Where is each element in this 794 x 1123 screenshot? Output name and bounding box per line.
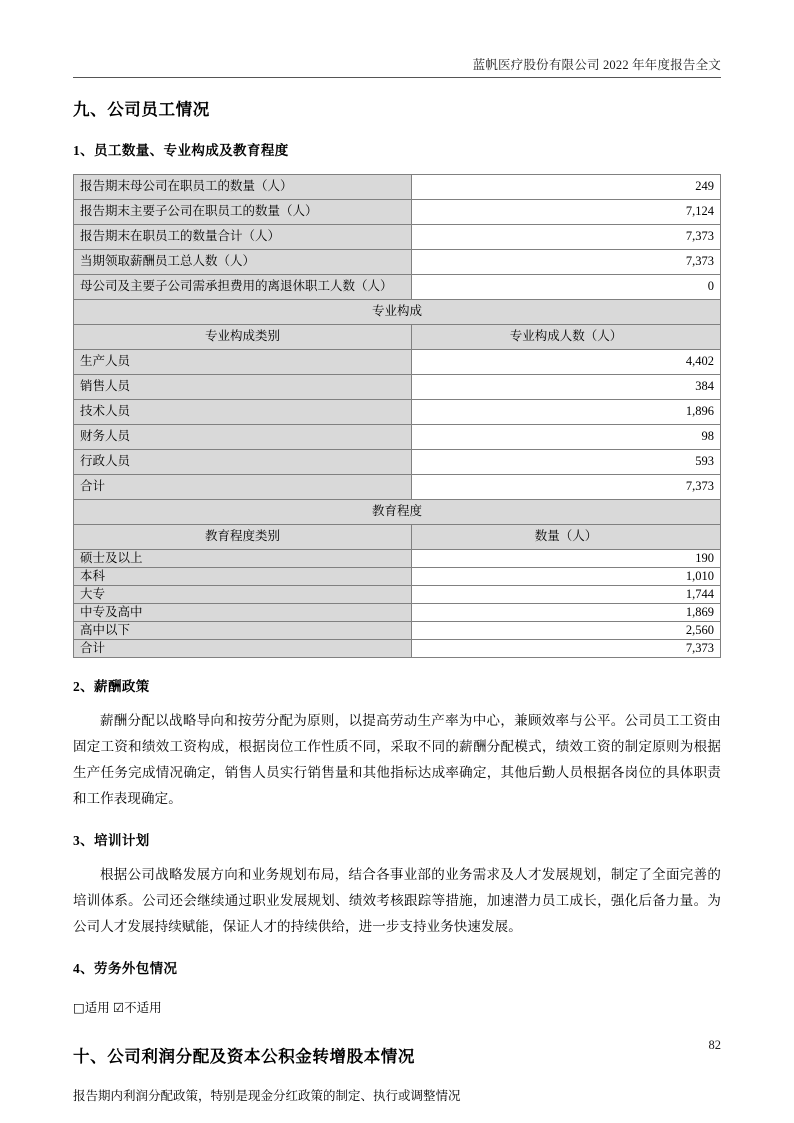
band-label: 教育程度 xyxy=(74,500,721,525)
row-label: 合计 xyxy=(74,640,412,658)
row-value: 7,373 xyxy=(412,640,721,658)
table-row xyxy=(74,450,721,475)
row-label: 母公司及主要子公司需承担费用的离退休职工人数（人） xyxy=(74,275,412,300)
running-header-text: 蓝帆医疗股份有限公司 2022 年年度报告全文 xyxy=(472,58,721,72)
table-row xyxy=(74,225,721,250)
row-value: 1,010 xyxy=(412,568,721,586)
row-label: 技术人员 xyxy=(74,400,412,425)
row-value: 1,869 xyxy=(412,604,721,622)
table-row xyxy=(74,568,721,586)
table-row xyxy=(74,400,721,425)
row-value: 0 xyxy=(412,275,721,300)
table-row xyxy=(74,550,721,568)
subsection-2-title: 2、薪酬政策 xyxy=(73,679,150,694)
table-row xyxy=(74,175,721,200)
row-value: 7,373 xyxy=(412,250,721,275)
table-row xyxy=(74,586,721,604)
header-divider xyxy=(73,77,721,78)
row-value: 384 xyxy=(412,375,721,400)
table-row xyxy=(74,275,721,300)
row-label: 本科 xyxy=(74,568,412,586)
table-row xyxy=(74,604,721,622)
row-label: 报告期末母公司在职员工的数量（人） xyxy=(74,175,412,200)
checkbox-not-applicable[interactable]: ☑不适用 xyxy=(112,1000,162,1015)
table-row xyxy=(74,200,721,225)
subsection-4-title: 4、劳务外包情况 xyxy=(73,961,178,976)
row-value: 7,124 xyxy=(412,200,721,225)
row-value: 7,373 xyxy=(412,225,721,250)
table-row-total xyxy=(74,475,721,500)
column-header-row-profession xyxy=(74,325,721,350)
applicability-row xyxy=(73,979,721,1019)
table-row xyxy=(74,350,721,375)
row-label: 硕士及以上 xyxy=(74,550,412,568)
row-label: 财务人员 xyxy=(74,425,412,450)
column-header-count: 数量（人） xyxy=(412,525,721,550)
row-label: 高中以下 xyxy=(74,622,412,640)
page-content xyxy=(73,92,721,1107)
band-label: 专业构成 xyxy=(74,300,721,325)
row-label: 行政人员 xyxy=(74,450,412,475)
table-body xyxy=(74,175,721,658)
row-label: 大专 xyxy=(74,586,412,604)
row-value: 1,744 xyxy=(412,586,721,604)
section-band-row-profession xyxy=(74,300,721,325)
checkbox-applicable[interactable]: □适用 xyxy=(73,1000,110,1015)
page-number: 82 xyxy=(708,1038,721,1052)
row-label: 生产人员 xyxy=(74,350,412,375)
row-value: 7,373 xyxy=(412,475,721,500)
section-nine-title: 九、公司员工情况 xyxy=(73,100,210,119)
table-row-total xyxy=(74,640,721,658)
profit-distribution-note: 报告期内利润分配政策，特别是现金分红政策的制定、执行或调整情况 xyxy=(73,1089,461,1103)
column-header-count: 专业构成人数（人） xyxy=(412,325,721,350)
section-band-row-education xyxy=(74,500,721,525)
row-value: 2,560 xyxy=(412,622,721,640)
row-value: 593 xyxy=(412,450,721,475)
row-label: 报告期末主要子公司在职员工的数量（人） xyxy=(74,200,412,225)
row-label: 合计 xyxy=(74,475,412,500)
row-label: 销售人员 xyxy=(74,375,412,400)
employee-statistics-table xyxy=(73,174,721,658)
subsection-1-title: 1、员工数量、专业构成及教育程度 xyxy=(73,143,289,158)
subsection-3-title: 3、培训计划 xyxy=(73,833,150,848)
employee-tables-block xyxy=(73,174,721,658)
training-plan-paragraph: 根据公司战略发展方向和业务规划布局，结合各事业部的业务需求及人才发展规划，制定了全面完善的培训体系。公司还会继续通过职业发展规划、绩效考核跟踪等措施，加速潜力员工成长，强化后备力量。为公司人才发展持续赋能，保证人才的持续供给，进一步支持业务快速发展。 xyxy=(73,867,721,934)
row-value: 98 xyxy=(412,425,721,450)
row-value: 190 xyxy=(412,550,721,568)
row-value: 4,402 xyxy=(412,350,721,375)
column-header-row-education xyxy=(74,525,721,550)
row-value: 1,896 xyxy=(412,400,721,425)
table-row xyxy=(74,250,721,275)
section-ten-title: 十、公司利润分配及资本公积金转增股本情况 xyxy=(73,1047,415,1066)
salary-policy-paragraph: 薪酬分配以战略导向和按劳分配为原则，以提高劳动生产率为中心，兼顾效率与公平。公司员工工资由固定工资和绩效工资构成，根据岗位工作性质不同，采取不同的薪酬分配模式，绩效工资的制定原则为根据生产任务完成情况确定，销售人员实行销售量和其他指标达成率确定，其他后勤人员根据各岗位的具体职责和工作表现确定。 xyxy=(73,713,721,806)
column-header-category: 教育程度类别 xyxy=(74,525,412,550)
row-label: 报告期末在职员工的数量合计（人） xyxy=(74,225,412,250)
row-label: 当期领取薪酬员工总人数（人） xyxy=(74,250,412,275)
table-row xyxy=(74,425,721,450)
table-row xyxy=(74,622,721,640)
column-header-category: 专业构成类别 xyxy=(74,325,412,350)
table-row xyxy=(74,375,721,400)
row-value: 249 xyxy=(412,175,721,200)
row-label: 中专及高中 xyxy=(74,604,412,622)
page-running-header xyxy=(73,56,721,80)
